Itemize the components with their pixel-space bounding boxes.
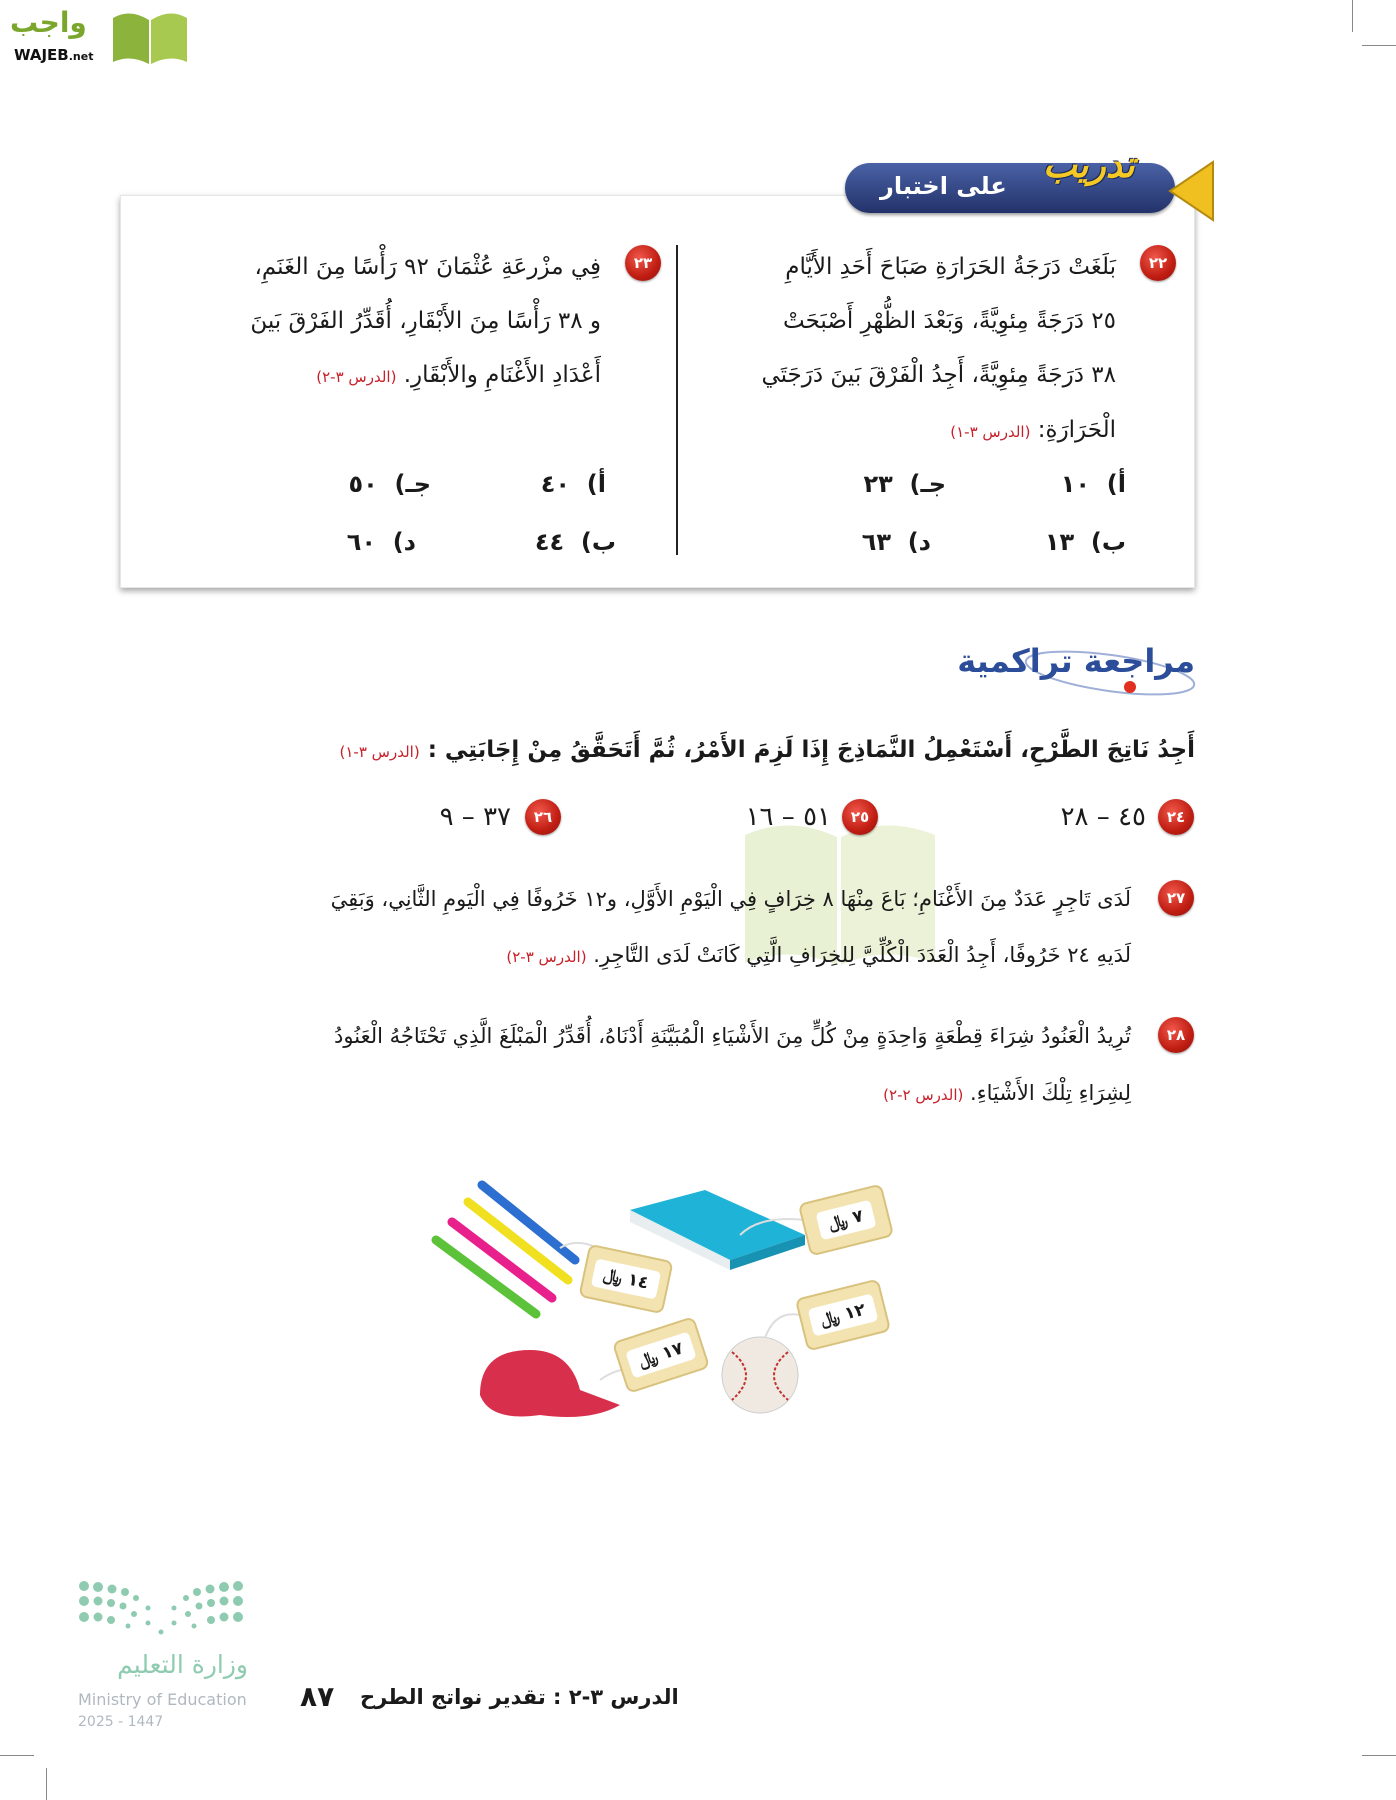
q22-line: ٢٥ دَرَجَةً مِئوِيَّةً، وَبَعْدَ الظُّهْرِ أَصْبَحَتْ (783, 308, 1116, 334)
lesson-ref: (الدرس ٣-١) (339, 743, 420, 761)
lesson-title: الدرس ٣-٢ : تقدير نواتج الطرح (360, 1685, 679, 1709)
q22-option-a[interactable]: أ) ١٠ (1060, 470, 1126, 498)
items-illustration (420, 1160, 900, 1450)
crop-mark (1362, 1755, 1396, 1756)
wajeb-logo (8, 6, 193, 66)
test-practice-banner (845, 145, 1175, 213)
price-tag-pens: ١٤ ﷼ (578, 1244, 673, 1315)
cap-image (480, 1350, 620, 1417)
baseball-image (722, 1337, 798, 1413)
question-number-badge: ٢٧ (1158, 880, 1194, 916)
q22-option-b[interactable]: ب) ١٣ (1044, 528, 1126, 556)
subtraction-problem: ٤٥ – ٢٨ (1060, 802, 1146, 832)
ministry-name-arabic: وزارة التعليم (117, 1650, 248, 1679)
q23-line: فِي مزْرعَةِ عُثْمَانَ ٩٢ رَأْسًا مِنَ الغَنَمِ، (254, 254, 601, 280)
lesson-ref: (الدرس ٣-٢) (316, 368, 397, 386)
q28-line: تُرِيدُ الْعَنُودُ شِرَاءَ قِطْعَةٍ وَاحِدَةٍ مِنْ كُلٍّ مِنَ الأَشْيَاءِ الْمُبَيَّنَةِ أَدْنَاهُ، أُقَدِّرُ الْمَبْلَغَ الَّذِي تَحْتَاجُهُ الْعَنُودُ (334, 1024, 1131, 1048)
q28-line: لِشِرَاءِ تِلْكَ الأَشْيَاءِ. (الدرس ٢-٢) (883, 1081, 1131, 1105)
question-number-badge: ٢٣ (625, 245, 661, 281)
q22-line: بَلَغَتْ دَرَجَةُ الحَرَارَةِ صَبَاحَ أَحَدِ الأَيَّامِ (785, 254, 1116, 280)
logo-arabic: واجب (10, 6, 87, 39)
q22-line: ٣٨ دَرَجَةً مِئوِيَّةً، أَجِدُ الْفَرْقَ بَينَ دَرَجَتَي (761, 362, 1116, 388)
banner-arrow-icon (1168, 160, 1216, 222)
pens-image (436, 1185, 575, 1314)
question-number-badge: ٢٥ (842, 799, 878, 835)
price-tag-cap: ١٧ ﷼ (612, 1316, 710, 1394)
book-logo-icon (108, 6, 193, 66)
q23-line: أَعْدَادِ الأَغْنَامِ والأَبْقَارِ. (الدرس ٣-٢) (316, 362, 601, 388)
q23-line: و ٣٨ رَأْسًا مِنَ الأَبْقَارِ، أُقَدِّرُ الفَرْقَ بَينَ (250, 308, 601, 334)
page-number: ٨٧ (300, 1680, 335, 1713)
ministry-logo-dots-icon (78, 1580, 248, 1636)
q22-line: الْحَرَارَةِ: (الدرس ٣-١) (950, 417, 1116, 443)
banner-title: تدريب (1043, 145, 1135, 186)
question-number-badge: ٢٨ (1158, 1017, 1194, 1053)
question-number-badge: ٢٤ (1158, 799, 1194, 835)
q22-option-c[interactable]: جـ) ٢٣ (863, 470, 946, 498)
price-tag-book: ٧ ﷼ (798, 1183, 895, 1256)
q27-line: لَدَيهِ ٢٤ خَرُوفًا، أَجِدُ الْعَدَدَ الْكُلِّيَّ لِلخِرَافِ الَّتِي كَانَتْ لَدَى التَّاجِرِ. (الدرس ٣-٢) (506, 943, 1131, 967)
ministry-name-english: Ministry of Education (78, 1690, 247, 1709)
q23-option-d[interactable]: د) ٦٠ (346, 528, 416, 556)
question-number-badge: ٢٦ (525, 799, 561, 835)
crop-mark (0, 1755, 34, 1756)
section-title: مراجعة تراكمية (957, 642, 1195, 680)
q23-option-c[interactable]: جـ) ٥٠ (348, 470, 431, 498)
crop-mark (46, 1768, 47, 1800)
lesson-ref: (الدرس ٣-٢) (506, 948, 587, 966)
subtraction-problem: ٣٧ – ٩ (439, 802, 511, 832)
banner-subtitle: على اختبار (880, 172, 1007, 200)
column-divider (676, 245, 678, 555)
q27-line: لَدَى تَاجِرٍ عَدَدٌ مِنَ الأَغْنَامِ؛ بَاعَ مِنْهَا ٨ خِرَافٍ فِي الْيَوْمِ الأَوَّلِ، و١٢ خَرُوفًا فِي الْيَومِ الثَّانِي، وَبَقِيَ (330, 887, 1131, 911)
q23-option-b[interactable]: ب) ٤٤ (534, 528, 616, 556)
logo-latin: WAJEB.net (14, 46, 94, 64)
crop-mark (1362, 45, 1396, 46)
question-number-badge: ٢٢ (1140, 245, 1176, 281)
q22-option-d[interactable]: د) ٦٣ (861, 528, 931, 556)
edition-year: 2025 - 1447 (78, 1714, 164, 1730)
review-instruction: أَجِدُ نَاتِجَ الطَّرْحِ، أَسْتَعْمِلُ النَّمَاذِجَ إِذَا لَزِمَ الأَمْرُ، ثُمَّ أَتَحَقَّقُ مِنْ إِجَابَتِي : (الدرس ٣-١) (339, 737, 1195, 763)
crop-mark (1352, 0, 1353, 32)
price-tag-ball: ١٢ ﷼ (795, 1278, 892, 1351)
lesson-ref: (الدرس ٢-٢) (883, 1086, 964, 1104)
subtraction-problem: ٥١ – ١٦ (745, 802, 831, 832)
q23-option-a[interactable]: أ) ٤٠ (540, 470, 606, 498)
lesson-ref: (الدرس ٣-١) (950, 423, 1031, 441)
